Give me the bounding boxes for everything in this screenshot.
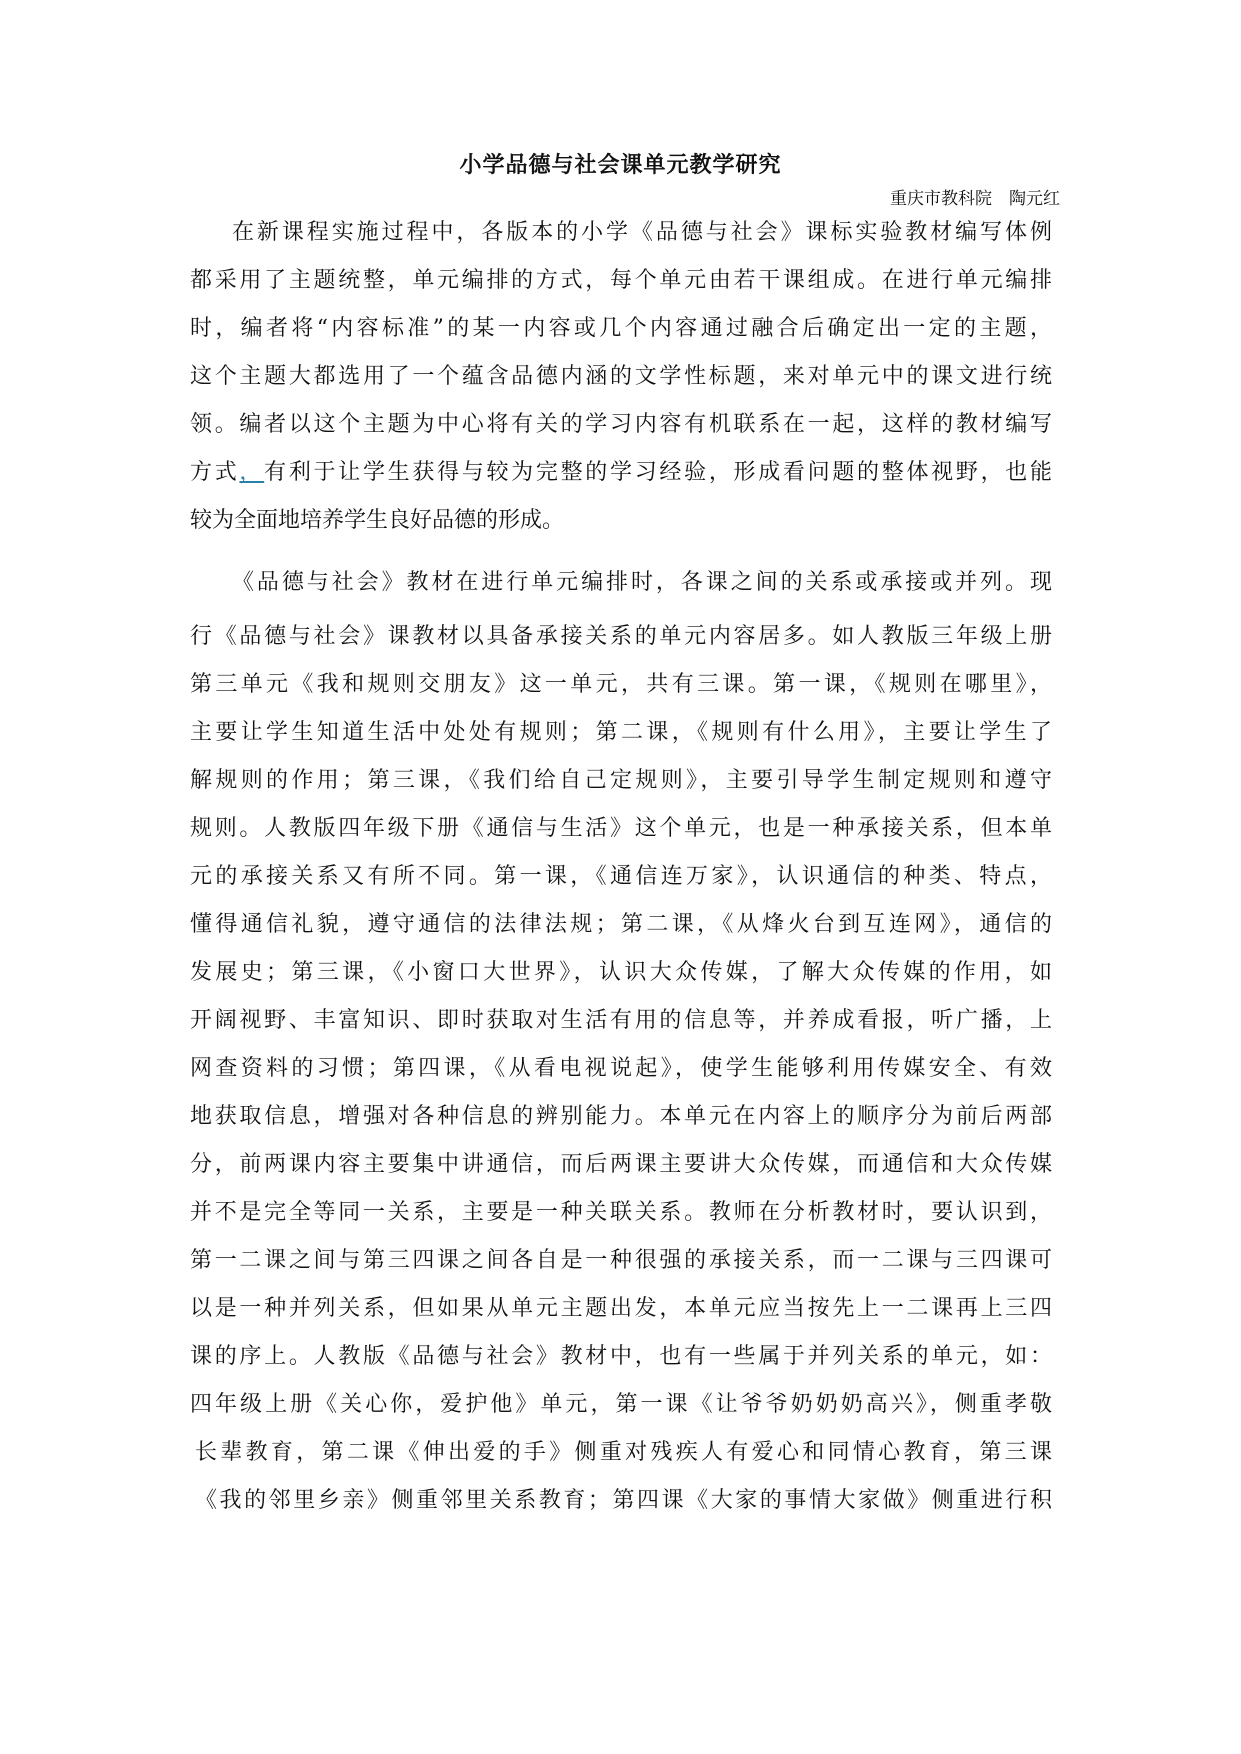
line-6-rest: 有利于让学生获得与较为完整的学习经验，形成看问题的整体视野，也能 <box>264 460 1052 485</box>
author-byline: 重庆市教科院 陶元红 <box>890 189 1060 209</box>
paragraph-1-line-6 <box>190 458 1052 488</box>
paragraph-2-line-10: 开阔视野、丰富知识、即时获取对生活有用的信息等，并养成看报，听广播，上 <box>190 1008 1052 1033</box>
paragraph-2-line-1: 《品德与社会》教材在进行单元编排时，各课之间的关系或承接或并列。现 <box>232 570 1052 595</box>
paragraph-2-line-16: 以是一种并列关系，但如果从单元主题出发，本单元应当按先上一二课再上三四 <box>190 1296 1052 1321</box>
document-title: 小学品德与社会课单元教学研究 <box>459 152 782 178</box>
paragraph-2-line-15: 第一二课之间与第三四课之间各自是一种很强的承接关系，而一二课与三四课可 <box>190 1248 1052 1273</box>
paragraph-2-line-12: 地获取信息，增强对各种信息的辨别能力。本单元在内容上的顺序分为前后两部 <box>190 1104 1052 1129</box>
paragraph-2-line-14: 并不是完全等同一关系，主要是一种关联关系。教师在分析教材时，要认识到， <box>190 1200 1052 1225</box>
paragraph-1-line-2: 都采用了主题统整，单元编排的方式，每个单元由若干课组成。在进行单元编排 <box>190 268 1052 293</box>
paragraph-2-line-6: 规则。人教版四年级下册《通信与生活》这个单元，也是一种承接关系，但本单 <box>190 816 1052 841</box>
paragraph-2-line-5: 解规则的作用；第三课，《我们给自己定规则》，主要引导学生制定规则和遵守 <box>190 768 1052 793</box>
paragraph-1-line-7: 较为全面地培养学生良好品德的形成。 <box>190 508 565 533</box>
line-6-prefix: 方式 <box>190 460 240 485</box>
paragraph-2-line-13: 分，前两课内容主要集中讲通信，而后两课主要讲大众传媒，而通信和大众传媒 <box>190 1152 1052 1177</box>
paragraph-2-line-11: 网查资料的习惯；第四课，《从看电视说起》，使学生能够利用传媒安全、有效 <box>190 1056 1052 1081</box>
paragraph-1-line-4: 这个主题大都选用了一个蕴含品德内涵的文学性标题，来对单元中的课文进行统 <box>190 364 1052 389</box>
paragraph-2-line-17: 课的序上。人教版《品德与社会》教材中，也有一些属于并列关系的单元，如： <box>190 1344 1052 1369</box>
paragraph-2-line-2: 行《品德与社会》课教材以具备承接关系的单元内容居多。如人教版三年级上册 <box>190 624 1052 649</box>
paragraph-2-line-19: 长辈教育，第二课《伸出爱的手》侧重对残疾人有爱心和同情心教育，第三课 <box>195 1440 1052 1465</box>
paragraph-1-line-3: 时，编者将“内容标准”的某一内容或几个内容通过融合后确定出一定的主题， <box>190 316 1052 341</box>
paragraph-2-line-9: 发展史；第三课，《小窗口大世界》，认识大众传媒，了解大众传媒的作用，如 <box>190 960 1052 985</box>
paragraph-2-line-18: 四年级上册《关心你，爱护他》单元，第一课《让爷爷奶奶奶高兴》，侧重孝敬 <box>190 1392 1052 1417</box>
paragraph-1-line-5: 领。编者以这个主题为中心将有关的学习内容有机联系在一起，这样的教材编写 <box>190 412 1052 437</box>
paragraph-2-line-7: 元的承接关系又有所不同。第一课，《通信连万家》，认识通信的种类、特点， <box>190 864 1052 889</box>
paragraph-2-line-20: 《我的邻里乡亲》侧重邻里关系教育；第四课《大家的事情大家做》侧重进行积 <box>195 1488 1052 1513</box>
paragraph-2-line-4: 主要让学生知道生活中处处有规则；第二课，《规则有什么用》，主要让学生了 <box>190 720 1052 745</box>
paragraph-2-line-3: 第三单元《我和规则交朋友》这一单元，共有三课。第一课，《规则在哪里》， <box>190 672 1052 697</box>
paragraph-2-line-8: 懂得通信礼貌，遵守通信的法律法规；第二课，《从烽火台到互连网》，通信的 <box>190 912 1052 937</box>
paragraph-1-line-1: 在新课程实施过程中，各版本的小学《品德与社会》课标实验教材编写体例 <box>232 220 1052 245</box>
revision-mark: ， <box>239 460 265 485</box>
